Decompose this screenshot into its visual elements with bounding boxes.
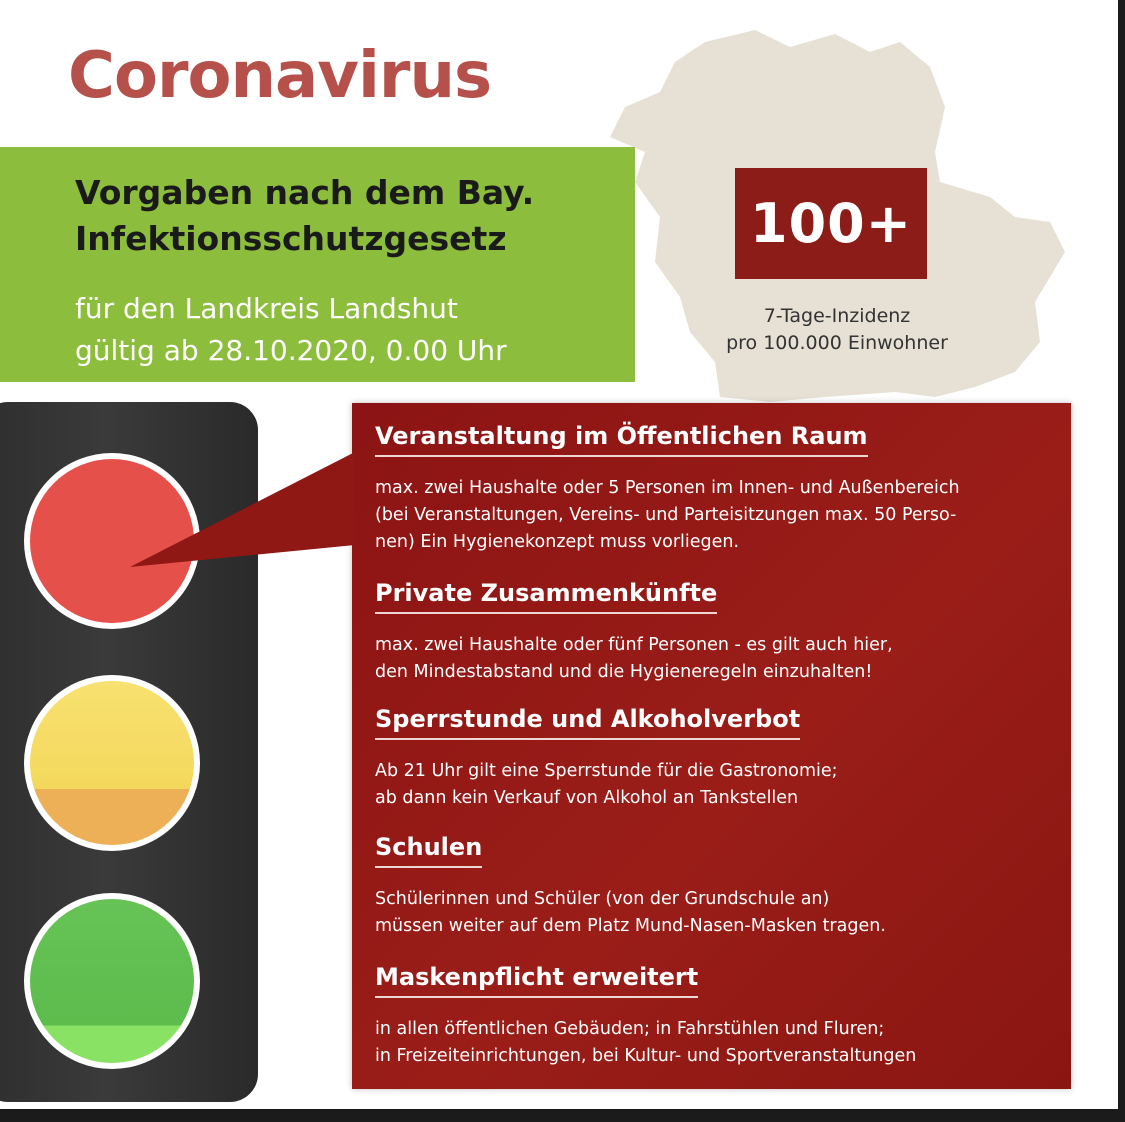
section-line: (bei Veranstaltungen, Vereins- und Parteisitzungen max. 50 Perso- — [375, 505, 957, 525]
green-light-icon — [24, 893, 200, 1069]
section-line: müssen weiter auf dem Platz Mund-Nasen-Masken tragen. — [375, 916, 886, 936]
section-line: in Freizeiteinrichtungen, bei Kultur- und Sportveranstaltungen — [375, 1046, 917, 1066]
section-line: in allen öffentlichen Gebäuden; in Fahrstühlen und Fluren; — [375, 1019, 885, 1039]
banner-heading-line1: Vorgaben nach dem Bay. — [75, 173, 535, 212]
banner-subtitle-line2: gültig ab 28.10.2020, 0.00 Uhr — [75, 334, 507, 367]
section-text — [375, 886, 1015, 940]
bottom-edge-border — [0, 1109, 1125, 1122]
section-line: den Mindestabstand und die Hygieneregeln einzuhalten! — [375, 662, 873, 682]
speech-pointer-icon — [0, 0, 400, 600]
section-heading: Maskenpflicht erweitert — [375, 961, 698, 998]
section-line: Schülerinnen und Schüler (von der Grundschule an) — [375, 889, 830, 909]
section-heading: Veranstaltung im Öffentlichen Raum — [375, 420, 868, 457]
banner-subtitle-line1: für den Landkreis Landshut — [75, 292, 458, 325]
section-line: max. zwei Haushalte oder 5 Personen im Innen- und Außenbereich — [375, 478, 960, 498]
section-line: ab dann kein Verkauf von Alkohol an Tankstellen — [375, 788, 799, 808]
page-title: Coronavirus — [68, 39, 492, 113]
incidence-caption-line2: pro 100.000 Einwohner — [726, 332, 948, 354]
section-heading: Private Zusammenkünfte — [375, 577, 717, 614]
yellow-light-icon — [24, 675, 200, 851]
section-private — [375, 577, 1015, 686]
section-text — [375, 475, 1015, 556]
section-schools — [375, 831, 1015, 940]
section-masks — [375, 961, 1015, 1070]
section-events — [375, 420, 1015, 556]
section-curfew — [375, 703, 1015, 812]
section-heading: Sperrstunde und Alkoholverbot — [375, 703, 800, 740]
incidence-caption-line1: 7-Tage-Inzidenz — [763, 305, 911, 327]
section-heading: Schulen — [375, 831, 482, 868]
incidence-caption — [712, 303, 962, 357]
section-text — [375, 1016, 1015, 1070]
section-line: Ab 21 Uhr gilt eine Sperrstunde für die Gastronomie; — [375, 761, 838, 781]
incidence-badge: 100+ — [735, 168, 927, 279]
section-line: max. zwei Haushalte oder fünf Personen - es gilt auch hier, — [375, 635, 893, 655]
right-edge-border — [1118, 0, 1125, 1122]
banner-heading-line2: Infektionsschutzgesetz — [75, 219, 507, 258]
section-text — [375, 632, 1015, 686]
section-line: nen) Ein Hygienekonzept muss vorliegen. — [375, 532, 740, 552]
section-text — [375, 758, 1015, 812]
